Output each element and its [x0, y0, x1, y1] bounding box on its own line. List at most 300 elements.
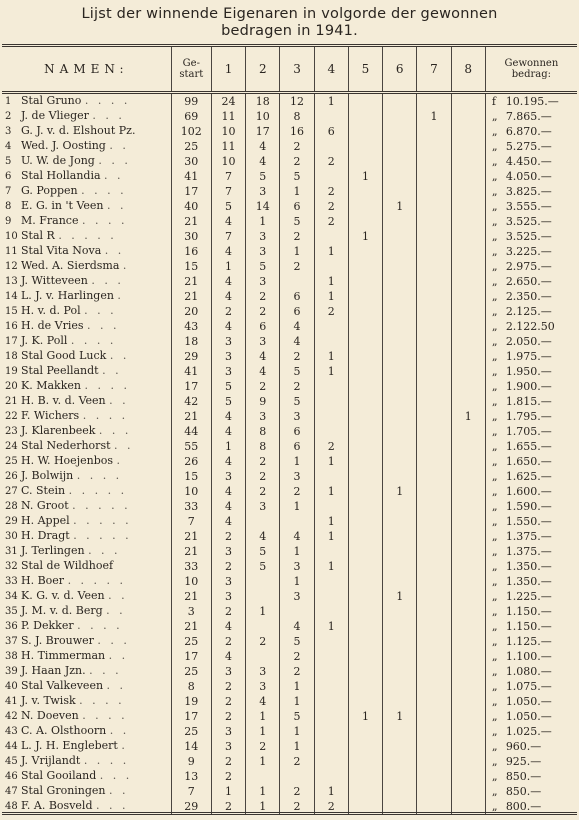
owner-name-cell	[2, 574, 171, 589]
table-row	[2, 589, 577, 604]
amount-value: 960.—	[505, 739, 542, 753]
rank-number: 8	[5, 201, 12, 212]
amount-cell	[485, 244, 577, 259]
amount-cell	[485, 619, 577, 634]
place-7-cell	[417, 289, 451, 304]
place-1-cell: 1	[211, 259, 245, 274]
place-5-cell	[348, 349, 382, 364]
owner-name-cell	[2, 394, 171, 409]
leader-dots: . . .	[88, 544, 121, 557]
place-1-cell: 4	[211, 514, 245, 529]
header-place-8: 8	[451, 46, 485, 93]
leader-dots: . .	[109, 349, 130, 362]
amount-value: 1.225.—	[505, 589, 552, 603]
amount-cell	[485, 394, 577, 409]
leader-dots: . .	[108, 649, 129, 662]
place-1-cell: 7	[211, 184, 245, 199]
place-1-cell: 3	[211, 589, 245, 604]
table-row	[2, 274, 577, 289]
place-4-cell: 1	[314, 364, 348, 379]
place-8-cell	[451, 424, 485, 439]
table-row	[2, 139, 577, 154]
table-row	[2, 529, 577, 544]
place-7-cell	[417, 619, 451, 634]
amount-value: 3.525.—	[505, 229, 552, 243]
place-7-cell	[417, 319, 451, 334]
rank-number: 44	[5, 741, 18, 752]
owner-name-cell	[2, 634, 171, 649]
leader-dots: . . .	[99, 769, 133, 782]
amount-cell	[485, 529, 577, 544]
place-2-cell: 3	[246, 664, 280, 679]
leader-dots: .	[121, 739, 128, 752]
place-7-cell	[417, 304, 451, 319]
place-5-cell	[348, 334, 382, 349]
place-7-cell	[417, 664, 451, 679]
amount-value: 1.125.—	[505, 634, 552, 648]
table-body	[2, 93, 577, 815]
place-7-cell	[417, 679, 451, 694]
place-3-cell: 1	[280, 694, 314, 709]
amount-value: 1.050.—	[505, 709, 552, 723]
place-2-cell	[246, 649, 280, 664]
place-5-cell	[348, 244, 382, 259]
amount-cell	[485, 499, 577, 514]
place-3-cell: 6	[280, 424, 314, 439]
place-5-cell	[348, 484, 382, 499]
rank-number: 27	[5, 486, 18, 497]
leader-dots: . .	[109, 784, 129, 797]
place-2-cell	[246, 619, 280, 634]
place-2-cell: 3	[246, 499, 280, 514]
place-6-cell	[383, 379, 417, 394]
place-7-cell	[417, 229, 451, 244]
place-4-cell	[314, 679, 348, 694]
amount-cell	[485, 754, 577, 769]
place-5-cell	[348, 529, 382, 544]
place-2-cell: 9	[246, 394, 280, 409]
leader-dots: . . . .	[84, 94, 131, 107]
owner-name-cell	[2, 379, 171, 394]
table-row	[2, 709, 577, 724]
place-8-cell	[451, 289, 485, 304]
started-cell: 30	[171, 154, 211, 169]
leader-dots: . .	[106, 604, 126, 617]
started-cell: 41	[171, 169, 211, 184]
place-1-cell: 2	[211, 769, 245, 784]
table-row	[2, 154, 577, 169]
place-8-cell	[451, 589, 485, 604]
place-2-cell: 1	[246, 784, 280, 799]
place-7-cell	[417, 379, 451, 394]
place-1-cell: 7	[211, 169, 245, 184]
place-3-cell: 4	[280, 319, 314, 334]
place-2-cell: 5	[246, 169, 280, 184]
place-7-cell	[417, 694, 451, 709]
table-row	[2, 469, 577, 484]
table-row	[2, 664, 577, 679]
owner-name-cell	[2, 694, 171, 709]
owner-name: F. A. Bosveld	[21, 799, 93, 812]
place-4-cell: 1	[314, 529, 348, 544]
amount-cell	[485, 484, 577, 499]
place-2-cell: 4	[246, 139, 280, 154]
place-6-cell	[383, 454, 417, 469]
owner-name-cell	[2, 724, 171, 739]
rank-number: 45	[5, 756, 18, 767]
amount-value: 2.122.50	[505, 319, 555, 333]
owner-name: S. J. Brouwer	[21, 634, 94, 647]
place-3-cell: 6	[280, 289, 314, 304]
place-7-cell	[417, 184, 451, 199]
owner-name-cell	[2, 439, 171, 454]
leader-dots: . . . .	[70, 334, 117, 347]
place-4-cell	[314, 424, 348, 439]
place-1-cell: 2	[211, 754, 245, 769]
started-cell: 21	[171, 274, 211, 289]
place-1-cell: 4	[211, 484, 245, 499]
place-6-cell	[383, 649, 417, 664]
place-2-cell: 5	[246, 259, 280, 274]
table-row	[2, 574, 577, 589]
owner-name: Wed. A. Sierdsma	[21, 259, 120, 272]
place-1-cell: 3	[211, 334, 245, 349]
owner-name: G. Poppen	[21, 184, 78, 197]
place-5-cell	[348, 139, 382, 154]
place-1-cell: 10	[211, 124, 245, 139]
amount-prefix: „	[491, 259, 498, 273]
place-4-cell: 6	[314, 124, 348, 139]
amount-prefix: „	[491, 184, 498, 198]
place-2-cell: 3	[246, 334, 280, 349]
place-7-cell	[417, 169, 451, 184]
place-4-cell: 2	[314, 184, 348, 199]
place-7-cell	[417, 634, 451, 649]
owner-name-cell	[2, 244, 171, 259]
owner-name: K. G. v. d. Veen	[21, 589, 105, 602]
leader-dots: . . . .	[84, 379, 130, 392]
amount-cell	[485, 679, 577, 694]
leader-dots: . . . .	[81, 184, 127, 197]
started-cell: 13	[171, 769, 211, 784]
place-8-cell	[451, 769, 485, 784]
owner-name-cell	[2, 214, 171, 229]
table-row	[2, 754, 577, 769]
place-4-cell	[314, 259, 348, 274]
header-place-6: 6	[383, 46, 417, 93]
place-5-cell	[348, 469, 382, 484]
place-8-cell	[451, 679, 485, 694]
amount-prefix: „	[491, 739, 498, 753]
place-5-cell	[348, 274, 382, 289]
leader-dots: . . .	[95, 799, 129, 812]
place-2-cell: 10	[246, 109, 280, 124]
rank-number: 18	[5, 351, 18, 362]
place-8-cell	[451, 739, 485, 754]
place-8-cell	[451, 379, 485, 394]
place-6-cell	[383, 394, 417, 409]
place-4-cell	[314, 334, 348, 349]
amount-value: 1.100.—	[505, 649, 552, 663]
title-line-2: bedragen in 1941.	[221, 23, 358, 39]
place-7-cell	[417, 439, 451, 454]
place-8-cell	[451, 229, 485, 244]
place-1-cell: 2	[211, 799, 245, 814]
amount-prefix: „	[491, 139, 498, 153]
owner-name: Stal Hollandia	[21, 169, 101, 182]
leader-dots: . .	[104, 169, 124, 182]
place-3-cell: 3	[280, 559, 314, 574]
header-place-2: 2	[246, 46, 280, 93]
place-3-cell: 16	[280, 124, 314, 139]
amount-value: 1.815.—	[505, 394, 552, 408]
leader-dots: . .	[109, 139, 129, 152]
place-5-cell	[348, 619, 382, 634]
table-row	[2, 739, 577, 754]
place-5-cell	[348, 544, 382, 559]
place-5-cell	[348, 454, 382, 469]
header-amount	[485, 46, 577, 93]
amount-value: 3.825.—	[505, 184, 552, 198]
place-7-cell	[417, 574, 451, 589]
owner-name: G. J. v. d. Elshout Pz.	[21, 124, 136, 137]
amount-cell	[485, 184, 577, 199]
place-7-cell	[417, 93, 451, 110]
owner-name: Stal Valkeveen	[21, 679, 104, 692]
place-8-cell	[451, 604, 485, 619]
place-4-cell: 1	[314, 244, 348, 259]
owner-name: H. W. Hoejenbos	[21, 454, 114, 467]
amount-prefix: „	[491, 799, 498, 813]
started-cell: 42	[171, 394, 211, 409]
owner-name: H. v. d. Pol	[21, 304, 81, 317]
place-7-cell	[417, 244, 451, 259]
amount-prefix: „	[491, 364, 498, 378]
place-7-cell	[417, 154, 451, 169]
place-2-cell: 2	[246, 304, 280, 319]
amount-value: 2.650.—	[505, 274, 552, 288]
owner-name-cell	[2, 589, 171, 604]
header-started	[171, 46, 211, 93]
table-row	[2, 544, 577, 559]
place-8-cell	[451, 319, 485, 334]
place-2-cell	[246, 769, 280, 784]
place-3-cell: 12	[280, 93, 314, 110]
place-2-cell: 2	[246, 739, 280, 754]
started-cell: 29	[171, 799, 211, 814]
table-row	[2, 349, 577, 364]
table-row	[2, 214, 577, 229]
amount-cell	[485, 379, 577, 394]
place-8-cell	[451, 169, 485, 184]
amount-value: 2.125.—	[505, 304, 552, 318]
place-2-cell: 8	[246, 439, 280, 454]
started-cell: 17	[171, 184, 211, 199]
place-8-cell	[451, 199, 485, 214]
owner-name: U. W. de Jong	[21, 154, 95, 167]
leader-dots: . .	[108, 589, 128, 602]
place-5-cell	[348, 634, 382, 649]
started-cell: 15	[171, 259, 211, 274]
owner-name-cell	[2, 784, 171, 799]
amount-prefix: „	[491, 424, 498, 438]
place-7-cell	[417, 424, 451, 439]
place-5-cell	[348, 574, 382, 589]
amount-prefix: „	[491, 319, 498, 333]
owner-name: N. Groot	[21, 499, 69, 512]
place-1-cell: 4	[211, 649, 245, 664]
table-row	[2, 319, 577, 334]
place-8-cell	[451, 664, 485, 679]
rank-number: 21	[5, 396, 18, 407]
rank-number: 42	[5, 711, 18, 722]
rank-number: 35	[5, 606, 18, 617]
rank-number: 2	[5, 111, 12, 122]
place-1-cell: 11	[211, 109, 245, 124]
amount-prefix: „	[491, 199, 498, 213]
place-6-cell	[383, 139, 417, 154]
place-3-cell: 3	[280, 589, 314, 604]
place-5-cell	[348, 199, 382, 214]
leader-dots: . .	[106, 679, 127, 692]
place-2-cell: 1	[246, 604, 280, 619]
leader-dots: . .	[102, 364, 122, 377]
amount-value: 925.—	[505, 754, 542, 768]
rank-number: 41	[5, 696, 18, 707]
leader-dots: . . . .	[82, 709, 128, 722]
place-6-cell: 1	[383, 589, 417, 604]
table-row	[2, 409, 577, 424]
started-cell: 21	[171, 214, 211, 229]
place-3-cell: 4	[280, 619, 314, 634]
amount-prefix: „	[491, 274, 498, 288]
place-6-cell	[383, 169, 417, 184]
place-5-cell	[348, 439, 382, 454]
place-6-cell	[383, 679, 417, 694]
owner-name-cell	[2, 469, 171, 484]
place-7-cell	[417, 604, 451, 619]
place-6-cell	[383, 754, 417, 769]
amount-prefix: „	[491, 484, 498, 498]
place-1-cell: 1	[211, 439, 245, 454]
place-5-cell	[348, 154, 382, 169]
place-3-cell: 1	[280, 724, 314, 739]
amount-cell	[485, 109, 577, 124]
place-3-cell: 5	[280, 364, 314, 379]
place-2-cell: 1	[246, 709, 280, 724]
place-6-cell	[383, 109, 417, 124]
owner-name: P. Dekker	[21, 619, 74, 632]
table-row	[2, 439, 577, 454]
amount-prefix: „	[491, 664, 498, 678]
place-4-cell	[314, 229, 348, 244]
place-2-cell	[246, 514, 280, 529]
place-4-cell	[314, 379, 348, 394]
place-5-cell	[348, 319, 382, 334]
place-2-cell: 2	[246, 484, 280, 499]
amount-prefix: „	[491, 379, 498, 393]
place-7-cell	[417, 529, 451, 544]
place-8-cell	[451, 529, 485, 544]
place-8-cell	[451, 724, 485, 739]
place-2-cell: 8	[246, 424, 280, 439]
rank-number: 16	[5, 321, 18, 332]
place-3-cell: 1	[280, 544, 314, 559]
place-7-cell	[417, 559, 451, 574]
place-1-cell: 4	[211, 244, 245, 259]
started-cell: 40	[171, 199, 211, 214]
started-cell: 20	[171, 304, 211, 319]
started-cell: 7	[171, 784, 211, 799]
place-8-cell	[451, 454, 485, 469]
table-row	[2, 394, 577, 409]
place-6-cell	[383, 619, 417, 634]
place-7-cell	[417, 484, 451, 499]
owner-name: Stal Peellandt	[21, 364, 99, 377]
place-3-cell: 1	[280, 184, 314, 199]
owner-name-cell	[2, 124, 171, 139]
amount-prefix: „	[491, 709, 498, 723]
leader-dots: . . .	[89, 664, 122, 677]
place-3-cell: 2	[280, 649, 314, 664]
amount-cell	[485, 139, 577, 154]
rank-number: 23	[5, 426, 18, 437]
amount-cell	[485, 514, 577, 529]
amount-cell	[485, 454, 577, 469]
table-row	[2, 784, 577, 799]
owner-name-cell	[2, 499, 171, 514]
place-1-cell: 3	[211, 349, 245, 364]
leader-dots: . .	[114, 439, 134, 452]
leader-dots: . . . .	[79, 694, 125, 707]
place-8-cell	[451, 754, 485, 769]
place-3-cell	[280, 274, 314, 289]
leader-dots: . . .	[98, 424, 132, 437]
place-1-cell: 2	[211, 304, 245, 319]
place-5-cell	[348, 784, 382, 799]
place-7-cell	[417, 124, 451, 139]
place-7-cell	[417, 349, 451, 364]
leader-dots: . . .	[91, 274, 124, 287]
header-place-7: 7	[417, 46, 451, 93]
place-4-cell	[314, 724, 348, 739]
amount-prefix: „	[491, 784, 498, 798]
place-6-cell	[383, 214, 417, 229]
started-cell: 55	[171, 439, 211, 454]
amount-value: 800.—	[505, 799, 542, 813]
table-row	[2, 289, 577, 304]
place-3-cell	[280, 514, 314, 529]
place-1-cell: 2	[211, 529, 245, 544]
place-4-cell	[314, 634, 348, 649]
owner-name: Stal R	[21, 229, 55, 242]
place-4-cell	[314, 664, 348, 679]
table-row	[2, 694, 577, 709]
place-3-cell: 8	[280, 109, 314, 124]
amount-prefix: „	[491, 619, 498, 633]
owner-name-cell	[2, 604, 171, 619]
started-cell: 21	[171, 589, 211, 604]
amount-value: 1.975.—	[505, 349, 552, 363]
place-5-cell	[348, 364, 382, 379]
amount-value: 3.225.—	[505, 244, 552, 258]
rank-number: 28	[5, 501, 18, 512]
amount-prefix: „	[491, 454, 498, 468]
started-cell: 17	[171, 709, 211, 724]
place-4-cell: 1	[314, 454, 348, 469]
place-8-cell	[451, 514, 485, 529]
place-3-cell: 1	[280, 739, 314, 754]
